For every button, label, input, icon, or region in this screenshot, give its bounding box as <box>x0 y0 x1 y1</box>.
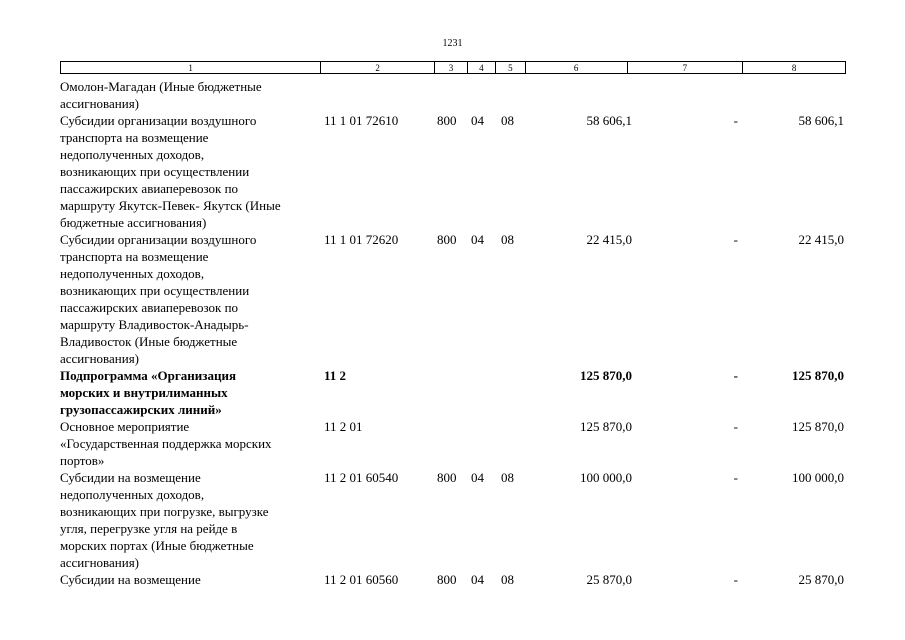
row-section: 04 <box>471 470 484 485</box>
row-code: 11 2 01 <box>324 419 363 434</box>
row-subsection: 08 <box>501 470 514 485</box>
row-code: 11 2 01 60540 <box>324 470 399 485</box>
description-line: пассажирских авиаперевозок по <box>60 181 239 196</box>
row-amount-col8: 100 000,0 <box>792 470 844 485</box>
description-line: Субсидии на возмещение <box>60 470 201 485</box>
header-col-3: 3 <box>435 62 468 73</box>
row-description <box>60 418 320 469</box>
row-amount-col7: - <box>733 368 738 383</box>
row-amount-col8: 22 415,0 <box>798 232 844 247</box>
row-description <box>60 571 320 588</box>
description-line: ассигнования) <box>60 351 140 366</box>
row-amount-col6: 125 870,0 <box>580 419 632 434</box>
header-col-7: 7 <box>628 62 744 73</box>
row-amount-col6: 22 415,0 <box>586 232 632 247</box>
description-line: недополученных доходов, <box>60 147 205 162</box>
row-amount-col7: - <box>733 113 738 128</box>
description-line: бюджетные ассигнования) <box>60 215 207 230</box>
description-line: портов» <box>60 453 105 468</box>
row-amount-col6: 58 606,1 <box>586 113 632 128</box>
description-line: «Государственная поддержка морских <box>60 436 272 451</box>
row-code: 11 1 01 72620 <box>324 232 399 247</box>
row-subsection: 08 <box>501 113 514 128</box>
description-line: Владивосток (Иные бюджетные <box>60 334 238 349</box>
description-line: Омолон-Магадан (Иные бюджетные <box>60 79 262 94</box>
description-line: угля, перегрузке угля на рейде в <box>60 521 238 536</box>
row-amount-col7: - <box>733 419 738 434</box>
row-code: 11 2 <box>324 368 347 383</box>
row-amount-col8: 125 870,0 <box>792 368 844 383</box>
header-col-2: 2 <box>321 62 435 73</box>
row-description <box>60 367 320 418</box>
table-header-row <box>60 61 846 74</box>
description-line: маршруту Владивосток-Анадырь- <box>60 317 249 332</box>
description-line: пассажирских авиаперевозок по <box>60 300 239 315</box>
header-col-6: 6 <box>526 62 628 73</box>
description-line: транспорта на возмещение <box>60 249 209 264</box>
description-line: Субсидии организации воздушного <box>60 232 257 247</box>
row-code: 11 1 01 72610 <box>324 113 399 128</box>
table-row <box>60 418 846 469</box>
description-line: Субсидии на возмещение <box>60 572 201 587</box>
row-subsection: 08 <box>501 572 514 587</box>
description-line: Субсидии организации воздушного <box>60 113 257 128</box>
description-line: ассигнования) <box>60 555 140 570</box>
row-expense-type: 800 <box>437 232 457 247</box>
row-amount-col8: 58 606,1 <box>798 113 844 128</box>
description-line: морских и внутрилиманных <box>60 385 228 400</box>
description-line: недополученных доходов, <box>60 487 205 502</box>
row-section: 04 <box>471 113 484 128</box>
header-col-5: 5 <box>496 62 526 73</box>
row-code: 11 2 01 60560 <box>324 572 399 587</box>
header-col-8: 8 <box>791 63 797 73</box>
description-line: маршруту Якутск-Певек- Якутск (Иные <box>60 198 281 213</box>
table-row <box>60 78 846 112</box>
row-amount-col7: - <box>733 232 738 247</box>
table-row <box>60 469 846 571</box>
description-line: возникающих при осуществлении <box>60 283 250 298</box>
table-row <box>60 231 846 367</box>
row-amount-col7: - <box>733 572 738 587</box>
row-amount-col8: 25 870,0 <box>798 572 844 587</box>
row-description <box>60 231 320 367</box>
description-line: ассигнования) <box>60 96 140 111</box>
description-line: морских портах (Иные бюджетные <box>60 538 254 553</box>
row-expense-type: 800 <box>437 572 457 587</box>
row-expense-type: 800 <box>437 113 457 128</box>
description-line: транспорта на возмещение <box>60 130 209 145</box>
table-row <box>60 112 846 231</box>
description-line: Основное мероприятие <box>60 419 190 434</box>
row-amount-col6: 100 000,0 <box>580 470 632 485</box>
description-line: грузопассажирских линий» <box>60 402 222 417</box>
table-row <box>60 367 846 418</box>
row-section: 04 <box>471 572 484 587</box>
row-expense-type: 800 <box>437 470 457 485</box>
row-subsection: 08 <box>501 232 514 247</box>
page-number: 1231 <box>442 38 463 49</box>
description-line: возникающих при погрузке, выгрузке <box>60 504 269 519</box>
description-line: Подпрограмма «Организация <box>60 368 237 383</box>
row-description <box>60 78 320 112</box>
row-description <box>60 469 320 571</box>
row-section: 04 <box>471 232 484 247</box>
description-line: возникающих при осуществлении <box>60 164 250 179</box>
description-line: недополученных доходов, <box>60 266 205 281</box>
row-description <box>60 112 320 231</box>
header-col-1: 1 <box>61 62 321 73</box>
header-col-4: 4 <box>468 62 496 73</box>
row-amount-col7: - <box>733 470 738 485</box>
table-row <box>60 571 846 588</box>
row-amount-col6: 25 870,0 <box>586 572 632 587</box>
row-amount-col6: 125 870,0 <box>580 368 632 383</box>
row-amount-col8: 125 870,0 <box>792 419 844 434</box>
